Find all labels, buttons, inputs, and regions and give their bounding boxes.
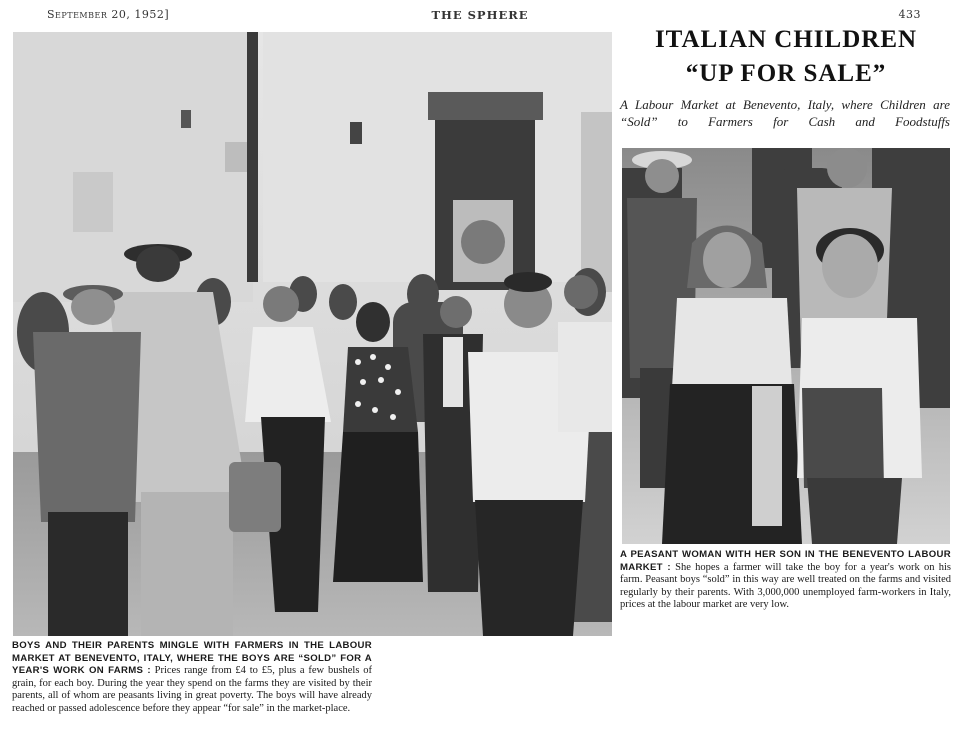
subheadline: A Labour Market at Benevento, Italy, where Children are “Sold” to Farmers for Cash and Foodstuffs (620, 97, 950, 129)
right-photo-caption (620, 549, 951, 612)
page-number: 433 (898, 8, 921, 21)
issue-date: September 20, 1952] (47, 8, 170, 21)
headline-line-2: “UP FOR SALE” (685, 60, 887, 87)
woman-and-son-photo (622, 148, 950, 544)
left-caption-body: Prices range from £4 to £5, plus a few bushels of grain, for each boy. During the year they spend on the farms they are visited by their parents, all of whom are peasants living in great poverty. The boys will have already reached or passed adolescence before they appear “for sale” in the market-place. (12, 665, 372, 714)
right-caption-body: She hopes a farmer will take the boy for a year's work on his farm. Peasant boys “sold” in this way are well treated on the farms and visited regularly by their parents. With 3,000,000 unemployed farm-workers in Italy, prices at the labour market are very low. (620, 561, 951, 610)
left-photo-caption (12, 640, 372, 715)
headline-line-1: ITALIAN CHILDREN (654, 26, 918, 53)
magazine-title: THE SPHERE (431, 8, 529, 22)
left-caption-heading: BOYS AND THEIR PARENTS MINGLE WITH FARMERS IN THE LABOUR MARKET AT BENEVENTO, ITALY, WHERE THE BOYS ARE “SOLD” FOR A YEAR'S WORK ON FARMS : (12, 640, 372, 676)
crowd-market-photo (13, 32, 612, 636)
right-caption-heading: A PEASANT WOMAN WITH HER SON IN THE BENEVENTO LABOUR MARKET : (620, 549, 951, 573)
